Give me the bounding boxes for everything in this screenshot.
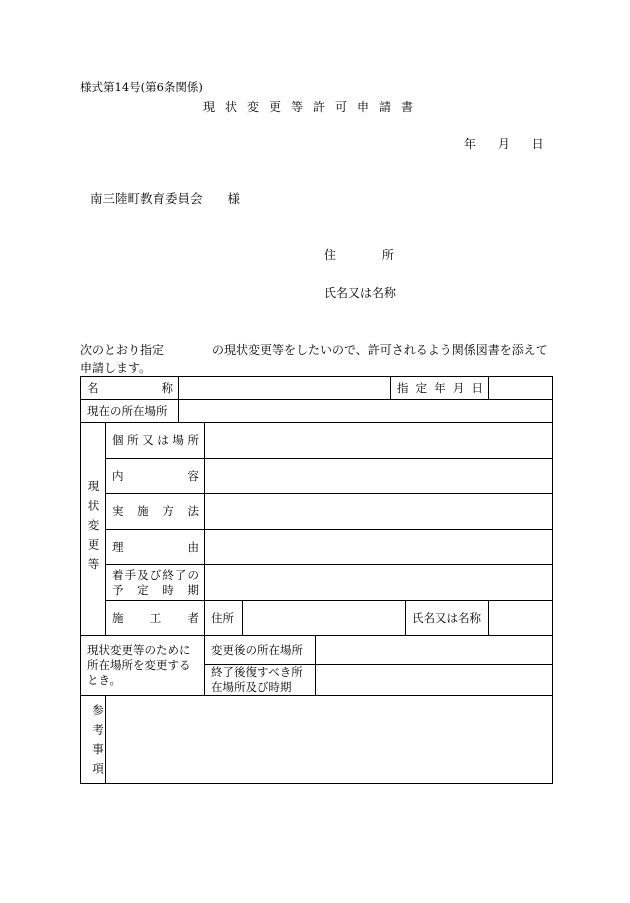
intro-text: 次のとおり指定 の現状変更等をしたいので、許可されるよう関係図書を添えて申請します。 xyxy=(80,343,548,375)
current-location-field[interactable] xyxy=(179,400,553,423)
name-field[interactable] xyxy=(179,377,391,400)
reason-field[interactable] xyxy=(205,530,553,565)
application-form-table xyxy=(80,376,553,784)
new-location-label: 変更後の所在場所 xyxy=(205,636,316,665)
method-label: 実施方法 xyxy=(112,504,199,519)
new-location-field[interactable] xyxy=(316,636,553,665)
contractor-label: 施工者 xyxy=(112,610,199,625)
content-label: 内容 xyxy=(112,468,199,483)
location-label: 個所又は場所 xyxy=(112,433,199,448)
method-field[interactable] xyxy=(205,494,553,530)
date-line: 年 月 日 xyxy=(464,137,544,151)
notes-field[interactable] xyxy=(106,696,553,784)
addressee: 南三陸町教育委員会 様 xyxy=(90,191,241,206)
return-field[interactable] xyxy=(316,665,553,696)
contractor-address-field[interactable] xyxy=(243,601,406,636)
applicant-name-label: 氏名又は名称 xyxy=(324,286,397,300)
contractor-address-label: 住所 xyxy=(205,601,243,636)
notes-label: 参考事項 xyxy=(81,696,106,784)
form-number: 様式第14号(第6条関係) xyxy=(80,80,203,94)
return-label: 終了後復すべき所在場所及び時期 xyxy=(205,665,316,696)
contractor-name-field[interactable] xyxy=(489,601,553,636)
document-title: 現状変更等許可申請書 xyxy=(203,100,424,114)
schedule-field[interactable] xyxy=(205,565,553,601)
applicant-address-label: 住 所 xyxy=(324,248,394,262)
relocation-label: 現状変更等のために所在場所を変更するとき。 xyxy=(81,636,205,696)
contractor-name-label: 氏名又は名称 xyxy=(406,601,489,636)
name-label: 名称 xyxy=(87,380,173,395)
change-group-label: 現状変更等 xyxy=(81,423,106,636)
location-field[interactable] xyxy=(205,423,553,459)
schedule-label: 着手及び終了の予定時期 xyxy=(112,567,199,597)
content-field[interactable] xyxy=(205,459,553,494)
current-location-label: 現在の所在場所 xyxy=(81,400,179,423)
designation-date-label: 指定年月日 xyxy=(397,380,483,395)
designation-date-field[interactable] xyxy=(489,377,553,400)
reason-label: 理由 xyxy=(112,539,199,554)
